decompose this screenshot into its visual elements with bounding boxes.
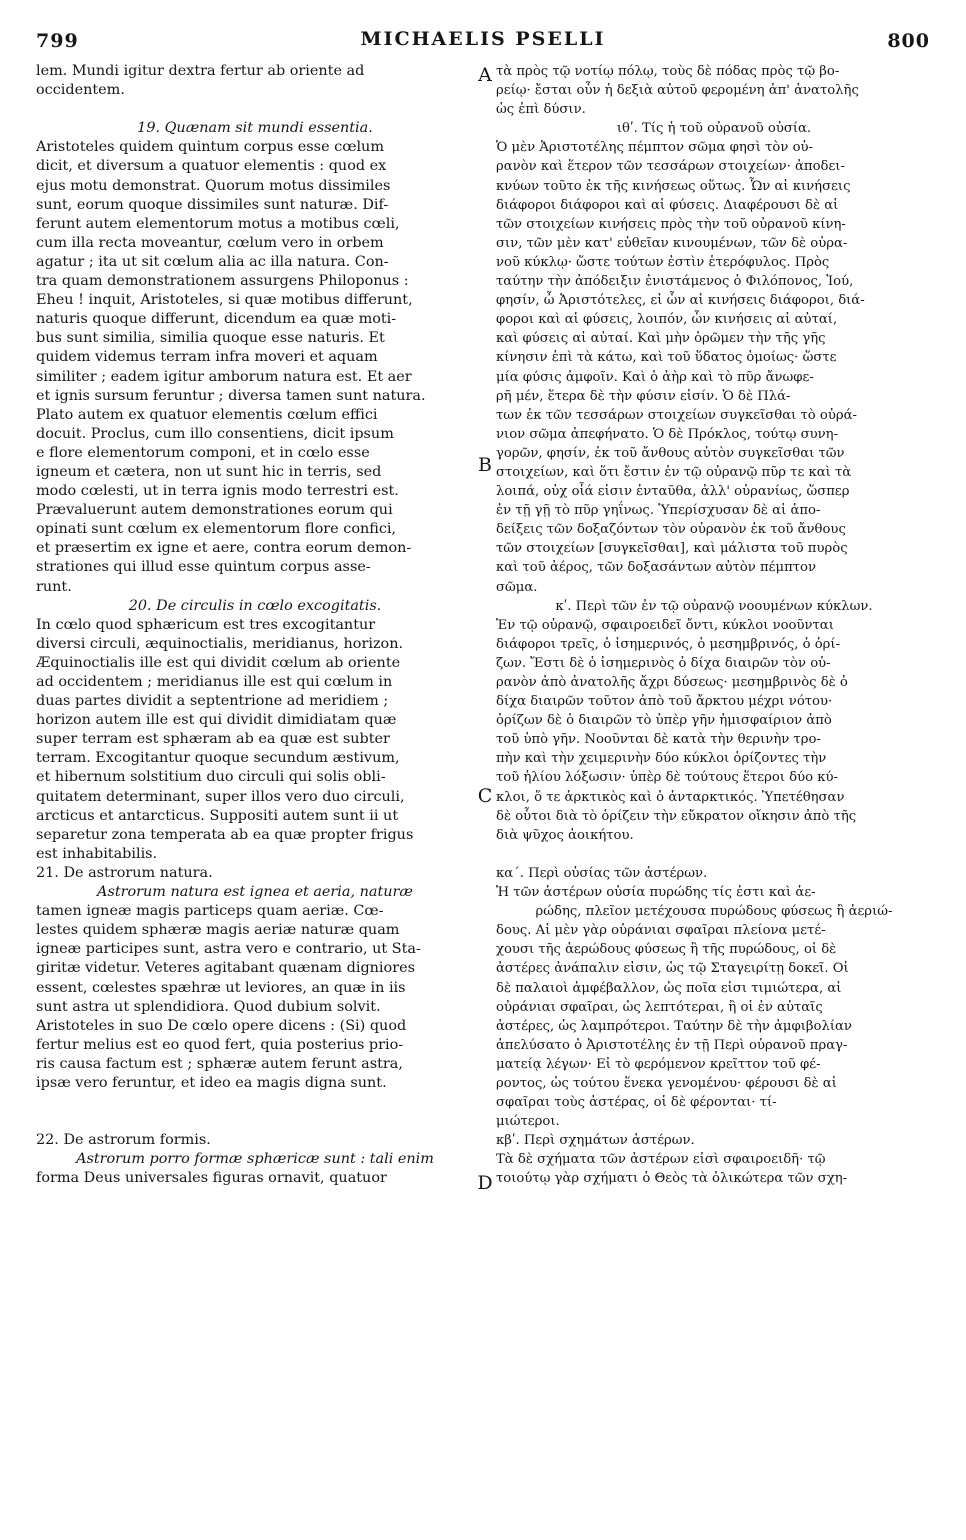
text-line: bus sunt similia, similia quoque esse naturis. Et [36, 330, 385, 347]
text-line: καὶ φύσεις αἱ αὐταί. Καὶ μὴν ὁρῶμεν τὴν τῆς γῆς [496, 331, 826, 347]
text-line: γορῶν, φησίν, ἐκ τοῦ ἄνθους αὐτὸν συγκεῖσθαι τῶν [496, 445, 845, 461]
text-line: φοροι καὶ αἱ φύσεις, λοιπόν, ὧν κινήσεις αἱ αὐταί, [496, 312, 838, 328]
text-line: πὴν καὶ τὴν χειμερινὴν δύο κύκλοι ὁρίζοντες τὴν [496, 751, 827, 767]
section-heading: 19. Quænam sit mundi essentia. [137, 120, 373, 137]
text-line: ferunt autem elementorum motus a motibus cœli, [36, 215, 400, 232]
text-line: κβʹ. Περὶ σχημάτων ἀστέρων. [496, 1133, 695, 1149]
text-line: ταύτην τὴν ἀπόδειξιν ἐνιστάμενος ὁ Φιλόπονος, Ἰού, [496, 274, 854, 290]
text-line: ejus motu demonstrat. Quorum motus dissimiles [36, 177, 391, 194]
right-page-number: 800 [887, 30, 930, 52]
text-line: opinati sunt cœlum ex elementorum flore confici, [36, 521, 397, 538]
text-line: igneum et cætera, non ut sunt hic in terris, sed [36, 463, 382, 480]
text-line: ἀπελύσατο ὁ Ἀριστοτέλης ἐν τῇ Περὶ οὐρανοῦ πραγ- [496, 1037, 848, 1053]
text-line: forma Deus universales figuras ornavit, quatuor [36, 1170, 387, 1187]
text-line: ρῆ μέν, ἕτερα δὲ τὴν φύσιν εἰσίν. Ὁ δὲ Πλά- [496, 388, 791, 404]
margin-letter: C [477, 785, 493, 807]
text-line: Τὰ δὲ σχήματα τῶν ἀστέρων εἰσὶ σφαιροειδῆ· τῷ [496, 1152, 826, 1168]
text-line: quidem videmus terram infra moveri et aquam [36, 349, 378, 366]
text-line: των ἐκ τῶν τεσσάρων στοιχείων συγκεῖσθαι τὸ οὐρά- [496, 407, 857, 423]
text-line: Aristoteles quidem quintum corpus esse cœlum [36, 139, 384, 156]
text-line: δους. Αἱ μὲν γὰρ οὐράνιαι σφαῖραι πλείονα μετέ- [496, 923, 826, 939]
text-line: ὡς ἐπὶ δύσιν. [496, 102, 586, 118]
text-line: καὶ τοῦ ἀέρος, τῶν δοξασάντων αὐτὸν πέμπτον [496, 560, 816, 576]
text-line: sunt, eorum quoque dissimiles sunt naturæ. Dif- [36, 196, 389, 213]
text-line: runt. [36, 578, 72, 595]
text-line: tamen igneæ magis particeps quam aeriæ. Cœ- [36, 903, 384, 920]
text-line: σῶμα. [496, 579, 538, 595]
text-line: τοῦ ἡλίου λόξωσιν· ὑπὲρ δὲ τούτους ἕτεροι δύο κύ- [496, 770, 838, 786]
text-line: τοῦ ὑπὸ γῆν. Νοοῦνται δὲ κατὰ τὴν θερινὴν τρο- [496, 732, 821, 748]
text-line: κνύων τοῦτο ἐκ τῆς κινήσεως οὕτως. Ὧν αἱ κινήσεις [496, 178, 851, 194]
text-line: κίνησιν ἐπὶ τὰ κάτω, καὶ τοῦ ὕδατος ὁμοίως· ὥστε [496, 350, 837, 366]
text-line: agatur ; ita ut sit cœlum alia ac illa natura. Con- [36, 253, 389, 270]
text-line [36, 1112, 474, 1131]
section-heading: κʹ. Περὶ τῶν ἐν τῷ οὐρανῷ νοουμένων κύκλων. [555, 598, 873, 614]
text-line: δείξεις τῶν δοξαζόντων τὸν οὐρανὸν ἐκ τοῦ ἄνθους [496, 522, 846, 538]
text-line: φησίν, ὦ Ἀριστότελες, εἰ ὧν αἱ κινήσεις διάφοροι, διά- [496, 293, 865, 309]
text-line: δὲ παλαιοὶ ἀμφέβαλλον, ὡς ποῖα εἰσι τιμιώτερα, αἱ [496, 980, 842, 996]
text-line: δίχα διαιρῶν τοῦτον ἀπὸ τοῦ ἄρκτου μέχρι νότου· [496, 694, 833, 710]
text-line: ροντος, ὡς τούτου ἕνεκα γενομένου· φέρουσι δὲ αἱ [496, 1075, 837, 1091]
text-line: ἐν τῇ γῇ τὸ πῦρ γηΐνως. Ὑπερίσχυσαν δὲ αἱ ἀπο- [496, 503, 821, 519]
section-heading: ιθʹ. Τίς ἡ τοῦ οὐρανοῦ οὐσία. [616, 121, 812, 137]
section-heading: Astrorum natura est ignea et aeria, naturæ [97, 884, 413, 901]
text-line: horizon autem ille est qui dividit dimidiatam quæ [36, 712, 397, 729]
margin-letter: A [478, 64, 492, 86]
text-line: In cœlo quod sphæricum est tres excogitantur [36, 616, 376, 633]
text-line: et ignis sursum feruntur ; diversa tamen sunt natura. [36, 387, 426, 404]
text-line: super terram est sphæram ab ea quæ est subter [36, 731, 390, 748]
text-line: διὰ ψῦχος ἀοικήτου. [496, 827, 634, 843]
text-line: sunt astra ut splendidiora. Quod dubium solvit. [36, 998, 381, 1015]
text-line: ad occidentem ; meridianus ille est qui cœlum in [36, 674, 393, 690]
text-line: essent, cœlestes spæhræ ut leviores, an quæ in iis [36, 979, 406, 996]
text-line: strationes qui illud esse quintum corpus asse- [36, 559, 371, 576]
text-line: modo cœlesti, ut in terra ignis modo terrestri est. [36, 483, 399, 500]
text-line: Prævaluerunt autem demonstrationes eorum qui [36, 502, 393, 519]
text-line: separetur zona temperata ab ea quæ propter frigus [36, 826, 414, 843]
text-line: μία φύσις ἀμφοῖν. Καὶ ὁ ἀὴρ καὶ τὸ πῦρ ἄνωφε- [496, 369, 814, 385]
text-line: νιον σῶμα ἀπεφήνατο. Ὁ δὲ Πρόκλος, τούτῳ συνη- [496, 426, 838, 442]
text-line: χουσι τῆς ἀερώδους φύσεως ἢ τῆς πυρώδους, οἱ δὲ [496, 942, 837, 958]
text-line: ipsæ vero feruntur, et ideo ea magis digna sunt. [36, 1074, 387, 1091]
text-line: Ὁ μὲν Ἀριστοτέλης πέμπτον σῶμα φησὶ τὸν οὐ- [496, 140, 813, 156]
text-line: et hibernum solstitium duo circuli qui solis obli- [36, 769, 386, 786]
text-line: διάφοροι τρεῖς, ὁ ἰσημερινός, ὁ μεσημβρινός, ὁ ὁρί- [496, 636, 841, 652]
text-line: στοιχείων, καὶ ὅτι ἔστιν ἐν τῷ οὐρανῷ πῦρ τε καὶ τὰ [496, 464, 852, 480]
text-line: tra quam demonstrationem assurgens Philoponus : [36, 273, 409, 290]
text-line: ὁρίζων δὲ ὁ διαιρῶν τὸ ὑπὲρ γῆν ἡμισφαίριον ἀπὸ [496, 713, 832, 729]
text-line: 21. De astrorum natura. [36, 864, 213, 881]
text-line: et præsertim ex igne et aere, contra eorum demon- [36, 540, 412, 557]
text-line: arcticus et antarcticus. Suppositi autem sunt ii ut [36, 807, 399, 824]
text-line: Plato autem ex quatuor elementis cœlum effici [36, 406, 378, 423]
section-heading: 20. De circulis in cœlo excogitatis. [128, 597, 382, 614]
text-line: Ἐν τῷ οὐρανῷ, σφαιροειδεῖ ὄντι, κύκλοι νοοῦνται [496, 617, 834, 633]
text-line: ματείᾳ λέγων· Εἰ τὸ φερόμενον κρεῖττον τοῦ φέ- [496, 1056, 821, 1072]
section-heading: Astrorum porro formæ sphæricæ sunt : tali enim [76, 1151, 434, 1168]
text-line: lem. Mundi igitur dextra fertur ab oriente ad [36, 63, 365, 79]
text-line: occidentem. [36, 82, 125, 99]
text-line: quitatem determinant, super illos vero duo circuli, [36, 788, 405, 805]
left-page-number: 799 [36, 30, 79, 52]
text-line: diversi circuli, æquinoctialis, meridianus, horizon. [36, 635, 404, 652]
text-line: κα΄. Περὶ οὐσίας τῶν ἀστέρων. [496, 865, 708, 881]
text-line [36, 1093, 474, 1112]
text-line: e flore elementorum componi, et in cœlo esse [36, 444, 370, 461]
margin-letter: B [478, 454, 492, 476]
text-line: cum illa recta moveantur, cœlum vero in orbem [36, 234, 384, 251]
text-line: giritæ videtur. Veteres agitabant quænam digniores [36, 960, 415, 977]
text-line: Ἡ τῶν ἀστέρων οὐσία πυρώδης τίς ἐστι καὶ ἀε- [496, 885, 816, 901]
text-line: duas partes dividit a septentrione ad meridiem ; [36, 693, 389, 710]
text-line [496, 845, 932, 864]
text-line: σιν, τῶν μὲν κατ' εὐθεῖαν κινουμένων, τῶν δὲ οὐρα- [496, 235, 848, 251]
text-line: ἀστέρες, ὡς λαμπρότεροι. Ταύτην δὲ τὴν ἀμφιβολίαν [496, 1018, 852, 1034]
section-heading: ρώδης, πλεῖον μετέχουσα πυρώδους φύσεως ἢ ἀεριώ- [535, 904, 893, 920]
text-line: μιώτεροι. [496, 1114, 560, 1130]
text-line: διάφοροι διάφοροι καὶ αἱ φύσεις. Διαφέρουσι δὲ αἱ [496, 197, 839, 213]
latin-column [36, 62, 474, 1530]
text-line: ἀστέρες ἀνάπαλιν εἰσιν, ὡς τῷ Σταγειρίτῃ δοκεῖ. Οἱ [496, 961, 849, 977]
text-line: similiter ; eadem igitur amborum natura est. Et aer [36, 368, 412, 385]
text-line: est inhabitabilis. [36, 845, 158, 862]
margin-letter: D [477, 1172, 493, 1194]
text-line: lestes quidem sphæræ magis aeriæ naturæ quam [36, 922, 400, 939]
text-line: τὰ πρὸς τῷ νοτίῳ πόλῳ, τοὺς δὲ πόδας πρὸς τῷ βο- [496, 64, 840, 79]
page-header [36, 10, 930, 50]
text-line: 22. De astrorum formis. [36, 1132, 211, 1149]
text-line: ζων. Ἔστι δὲ ὁ ἰσημερινὸς ὁ δίχα διαιρῶν τὸν οὐ- [496, 655, 831, 671]
text-line: terram. Excogitantur quoque secundum æstivum, [36, 750, 400, 767]
text-line [36, 100, 474, 119]
text-line: δὲ οὗτοι διὰ τὸ ὁρίζειν τὴν εὔκρατον οἴκησιν ἀπὸ τῆς [496, 808, 857, 824]
text-line: νοῦ κύκλῳ· ὥστε τούτων ἐστὶν ἑτερόφυλος. Πρὸς [496, 254, 830, 270]
text-line: naturis quoque differunt, dicendum ea quæ moti- [36, 311, 397, 328]
text-line: ρείῳ· ἔσται οὖν ἡ δεξιὰ αὐτοῦ φερομένη ἀπ' ἀνατολῆς [496, 83, 859, 99]
greek-column [496, 62, 932, 1530]
text-line: docuit. Proclus, cum illo consentiens, dicit ipsum [36, 425, 394, 442]
text-line: ris causa factum est ; sphæræ autem ferunt astra, [36, 1055, 403, 1072]
text-line: τῶν στοιχείων κινήσεις πρὸς τὴν τοῦ οὐρανοῦ κίνη- [496, 216, 846, 232]
text-line: Aristoteles in suo De cœlo opere dicens : (Si) quod [36, 1017, 407, 1034]
text-line: οὐράνιαι σφαῖραι, ὡς λεπτότεραι, ἢ οἱ ἐν αὐταῖς [496, 999, 823, 1015]
text-line: τῶν στοιχείων [συγκεῖσθαι], καὶ μάλιστα τοῦ πυρὸς [496, 541, 848, 557]
text-line: λοιπά, οὐχ οἷά εἰσιν ἐνταῦθα, ἀλλ' οὐρανίως, ὥσπερ [496, 484, 850, 500]
text-line: ρανὸν ἀπὸ ἀνατολῆς ἄχρι δύσεως· μεσημβρινὸς δὲ ὁ [496, 675, 848, 690]
text-line: Æquinoctialis ille est qui dividit cœlum ab oriente [36, 654, 401, 671]
text-line: τοιούτῳ γὰρ σχήματι ὁ Θεὸς τὰ ὁλικώτερα τῶν σχη- [496, 1171, 848, 1187]
text-line: fertur melius est eo quod fert, quia posterius prio- [36, 1036, 404, 1053]
text-line: igneæ participes sunt, astra vero e contrario, ut Sta- [36, 941, 421, 958]
running-title: MICHAELIS PSELLI [360, 28, 606, 50]
text-line: σφαῖραι τοὺς ἀστέρας, οἱ δὲ φέρονται· τί- [496, 1095, 777, 1111]
text-line: dicit, et diversum a quatuor elementis : quod ex [36, 158, 387, 175]
text-line: ρανὸν καὶ ἕτερον τῶν τεσσάρων στοιχείων· ἀποδει- [496, 159, 845, 175]
text-line: κλοι, ὅ τε ἀρκτικὸς καὶ ὁ ἀνταρκτικός. Ὑπετέθησαν [496, 789, 845, 805]
text-line: Eheu ! inquit, Aristoteles, si quæ motibus differunt, [36, 292, 413, 309]
